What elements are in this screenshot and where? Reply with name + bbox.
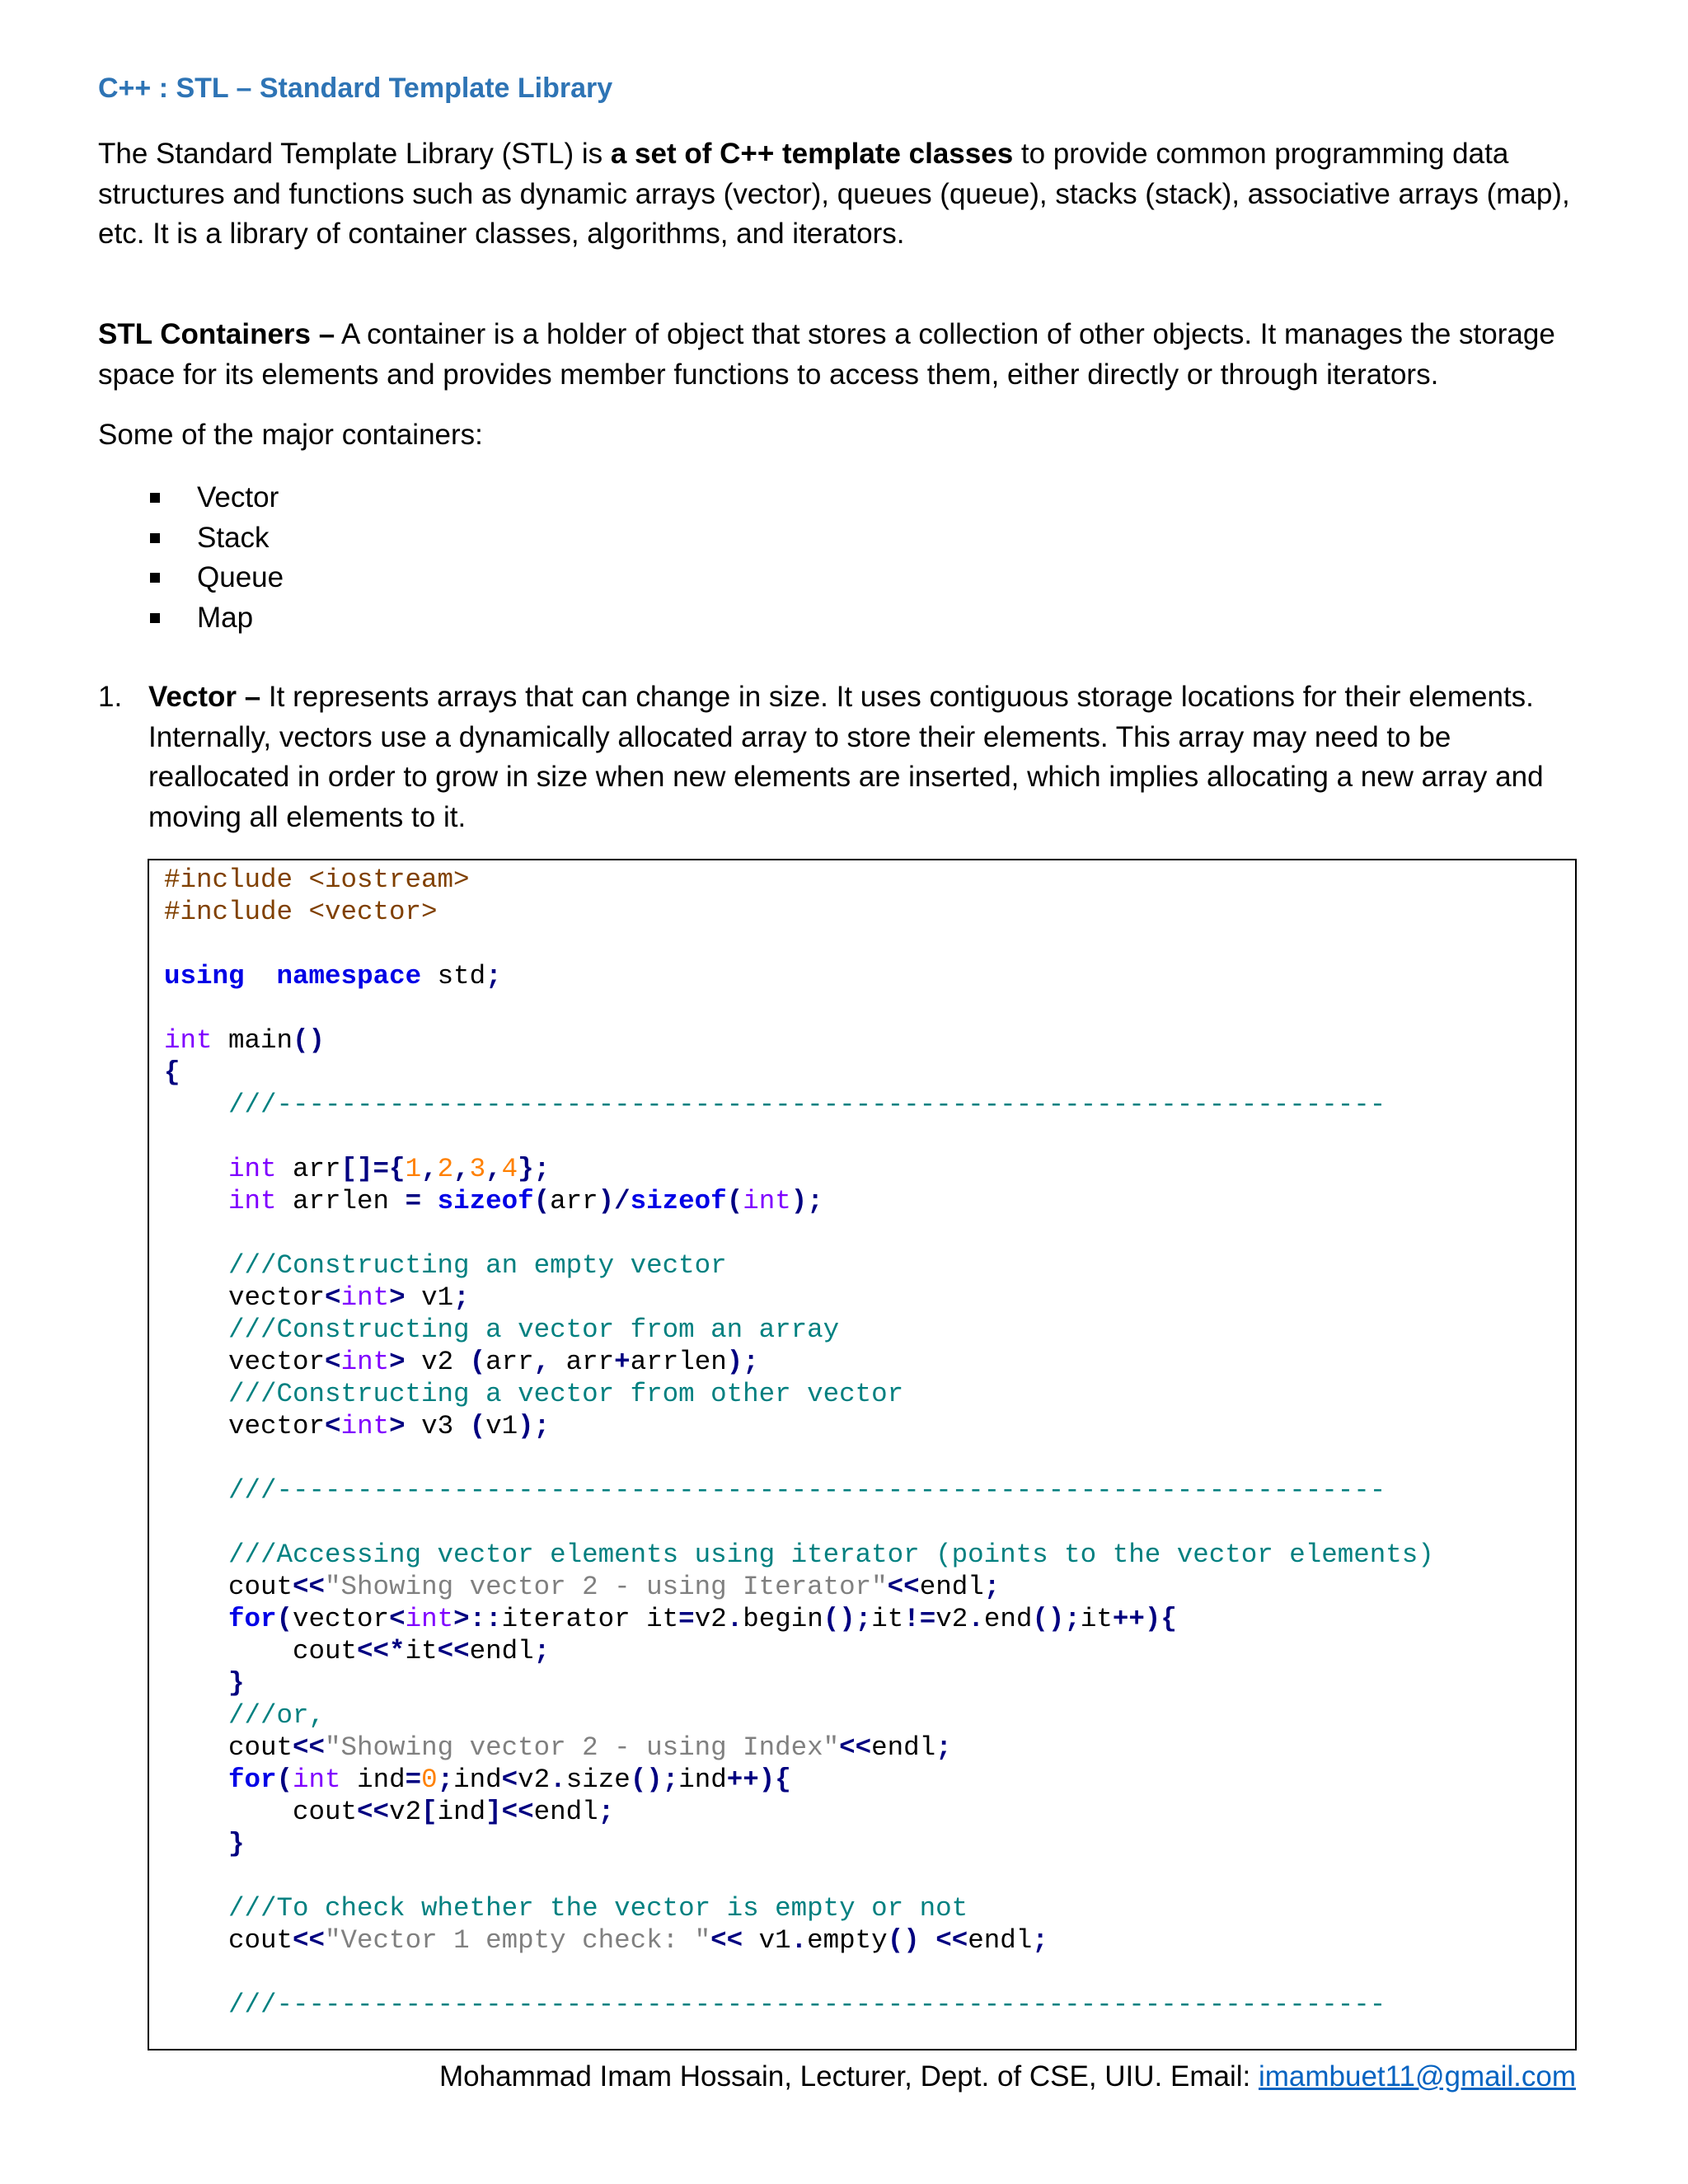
code-token: cout: [164, 1732, 293, 1763]
code-token: (: [469, 1347, 486, 1377]
code-token: <<: [293, 1572, 326, 1602]
code-token: cout: [164, 1636, 358, 1666]
code-line: [164, 1957, 1434, 1989]
code-token: [164, 1379, 228, 1409]
code-line: [164, 928, 1434, 960]
code-line: [164, 1796, 1434, 1828]
code-token: cout: [164, 1572, 293, 1602]
code-token: 2: [437, 1154, 454, 1184]
code-token: =: [405, 1186, 422, 1216]
code-token: [164, 1604, 228, 1634]
code-token: endl: [469, 1636, 534, 1666]
code-token: namespace: [276, 961, 422, 991]
code-token: ///---------------------------------------------------------------------: [228, 1990, 1386, 2020]
code-token: "Vector 1 empty check: ": [325, 1925, 711, 1956]
code-token: }: [228, 1668, 245, 1699]
code-token: ///Accessing vector elements using iterator (points to the vector elements): [228, 1540, 1434, 1570]
code-token: v2: [935, 1604, 968, 1634]
code-token: ind: [678, 1765, 727, 1795]
code-token: 0: [421, 1765, 438, 1795]
code-line: [164, 1571, 1434, 1603]
intro-paragraph: [98, 134, 1582, 255]
code-token: .: [726, 1604, 743, 1634]
code-token: [920, 1925, 936, 1956]
footer-author: Mohammad Imam Hossain, Lecturer, Dept. of CSE, UIU. Email:: [439, 2060, 1259, 2093]
vector-label: Vector –: [148, 681, 261, 713]
code-line: [164, 992, 1434, 1024]
code-token: ///Constructing an empty vector: [228, 1250, 727, 1281]
code-token: v2: [518, 1765, 551, 1795]
code-token: endl: [533, 1797, 598, 1827]
code-token: end: [983, 1604, 1033, 1634]
code-line: [164, 1121, 1434, 1153]
code-token: [164, 1765, 228, 1795]
code-token: >: [389, 1347, 406, 1377]
code-line: [164, 896, 1434, 928]
code-token: .: [550, 1765, 566, 1795]
code-token: ;: [533, 1636, 551, 1666]
code-token: cout: [164, 1925, 293, 1956]
code-token: (): [887, 1925, 920, 1956]
code-token: vector: [164, 1282, 326, 1313]
code-token: >: [389, 1282, 406, 1313]
code-token: );: [518, 1411, 551, 1441]
code-token: );: [790, 1186, 823, 1216]
code-token: ,: [421, 1154, 438, 1184]
code-line: [164, 1442, 1434, 1474]
code-token: endl: [871, 1732, 936, 1763]
code-token: ();: [630, 1765, 679, 1795]
code-line: [164, 1217, 1434, 1249]
code-token: [164, 1315, 228, 1345]
code-token: [164, 1475, 228, 1506]
code-token: sizeof: [630, 1186, 727, 1216]
code-line: [164, 1282, 1434, 1314]
footer: [439, 2060, 1576, 2093]
code-token: <<: [293, 1732, 326, 1763]
code-token: int: [405, 1604, 454, 1634]
code-token: "Showing vector 2 - using Index": [325, 1732, 840, 1763]
code-token: arr: [276, 1154, 341, 1184]
code-token: ;: [437, 1765, 454, 1795]
code-token: <<: [887, 1572, 920, 1602]
code-token: ;: [983, 1572, 1001, 1602]
code-token: ind: [340, 1765, 406, 1795]
code-token: (: [533, 1186, 551, 1216]
code-token: int: [340, 1282, 390, 1313]
code-token: ]<<: [485, 1797, 534, 1827]
code-line: [164, 1089, 1434, 1121]
code-token: >: [389, 1411, 406, 1441]
code-token: main: [212, 1025, 293, 1056]
code-token: for: [228, 1604, 277, 1634]
code-line: [164, 1764, 1434, 1796]
code-token: };: [518, 1154, 551, 1184]
code-token: ++){: [1112, 1604, 1177, 1634]
code-token: vector: [164, 1347, 326, 1377]
code-token: arr: [550, 1186, 598, 1216]
code-token: arrlen: [630, 1347, 727, 1377]
code-line: [164, 1185, 1434, 1217]
code-token: endl: [919, 1572, 984, 1602]
code-line: [164, 1989, 1434, 2021]
code-token: #include <iostream>: [164, 865, 470, 895]
code-line: [164, 1860, 1434, 1892]
code-token: ///---------------------------------------------------------------------: [228, 1475, 1386, 1506]
code-token: int: [228, 1186, 277, 1216]
code-line: [164, 1635, 1434, 1667]
code-token: arr: [550, 1347, 615, 1377]
code-token: [245, 961, 277, 991]
code-token: )/: [598, 1186, 631, 1216]
code-token: using: [164, 961, 245, 991]
intro-text-after: to provide common programming data structures and functions such as dynamic arrays (vector), queues (queue), stacks (stack), associative arrays (map), etc. It is a library of container classes, algorithms, and iterators.: [98, 138, 1570, 250]
code-token: [164, 1154, 228, 1184]
code-token: []={: [340, 1154, 406, 1184]
code-token: it: [1080, 1604, 1113, 1634]
code-token: ind: [453, 1765, 502, 1795]
code-token: 3: [469, 1154, 486, 1184]
square-bullet-icon: [150, 533, 160, 543]
code-token: ;: [935, 1732, 952, 1763]
code-line: [164, 1667, 1434, 1699]
code-token: it: [871, 1604, 904, 1634]
code-listing: [164, 864, 1434, 2021]
code-token: ;: [1032, 1925, 1048, 1956]
square-bullet-icon: [150, 613, 160, 623]
code-token: empty: [807, 1925, 888, 1956]
code-token: vector: [293, 1604, 390, 1634]
code-token: v2: [694, 1604, 727, 1634]
code-token: ;: [485, 961, 502, 991]
code-token: [164, 1250, 228, 1281]
code-line: [164, 1153, 1434, 1185]
code-token: [164, 1990, 228, 2020]
code-token: <<: [357, 1797, 390, 1827]
square-bullet-icon: [150, 573, 160, 583]
intro-text-before: The Standard Template Library (STL) is: [98, 138, 611, 170]
code-token: [164, 1829, 228, 1859]
code-token: ind: [437, 1797, 486, 1827]
code-line: [164, 1539, 1434, 1571]
code-line: [164, 864, 1434, 896]
code-token: }: [228, 1829, 245, 1859]
code-token: );: [726, 1347, 759, 1377]
major-containers-intro: Some of the major containers:: [98, 419, 483, 451]
code-block: [148, 859, 1577, 2050]
code-token: <<: [437, 1636, 470, 1666]
code-token: int: [340, 1347, 390, 1377]
code-token: <: [501, 1765, 518, 1795]
code-token: iterator it: [501, 1604, 679, 1634]
list-item-label: Vector: [197, 481, 279, 513]
code-token: =: [405, 1765, 422, 1795]
code-token: int: [293, 1765, 341, 1795]
code-token: .: [790, 1925, 808, 1956]
code-token: [164, 1668, 228, 1699]
code-token: (: [276, 1765, 293, 1795]
code-token: !=: [903, 1604, 936, 1634]
code-line: [164, 1249, 1434, 1282]
code-token: <<: [710, 1925, 743, 1956]
code-token: ();: [823, 1604, 872, 1634]
code-line: [164, 1378, 1434, 1410]
code-token: ();: [1032, 1604, 1081, 1634]
code-token: (: [276, 1604, 293, 1634]
code-line: [164, 1828, 1434, 1860]
code-token: [: [421, 1797, 438, 1827]
code-token: v2: [405, 1347, 470, 1377]
code-token: ///To check whether the vector is empty or not: [228, 1893, 968, 1924]
code-token: v1: [485, 1411, 518, 1441]
code-token: arr: [485, 1347, 534, 1377]
code-token: vector: [164, 1411, 326, 1441]
code-token: <: [325, 1282, 341, 1313]
code-token: arrlen: [276, 1186, 406, 1216]
containers-paragraph: [98, 315, 1582, 395]
code-token: [164, 1090, 228, 1120]
code-token: +: [614, 1347, 631, 1377]
code-token: v2: [389, 1797, 422, 1827]
code-token: <: [325, 1411, 341, 1441]
code-token: "Showing vector 2 - using Iterator": [325, 1572, 888, 1602]
intro-text-bold: a set of C++ template classes: [610, 138, 1014, 170]
code-line: [164, 1732, 1434, 1764]
code-token: begin: [743, 1604, 823, 1634]
page-title: C++ : STL – Standard Template Library: [98, 73, 613, 104]
vector-description: [148, 677, 1582, 837]
code-token: (): [293, 1025, 326, 1056]
code-token: ///Constructing a vector from other vector: [228, 1379, 904, 1409]
code-line: [164, 1314, 1434, 1346]
code-token: sizeof: [421, 1186, 534, 1216]
code-token: for: [228, 1765, 277, 1795]
code-token: ,: [453, 1154, 470, 1184]
code-token: std: [421, 961, 486, 991]
square-bullet-icon: [150, 493, 160, 503]
code-token: ;: [598, 1797, 615, 1827]
code-token: ///or,: [228, 1700, 326, 1731]
code-token: [164, 1540, 228, 1570]
code-line: [164, 1699, 1434, 1732]
list-item-label: Map: [197, 601, 254, 634]
code-token: =: [678, 1604, 695, 1634]
code-token: >::: [453, 1604, 502, 1634]
code-line: [164, 1603, 1434, 1635]
code-line: [164, 1507, 1434, 1539]
code-line: [164, 960, 1434, 992]
code-line: [164, 1892, 1434, 1924]
list-item-label: Stack: [197, 521, 270, 554]
code-token: size: [565, 1765, 631, 1795]
code-token: (: [469, 1411, 486, 1441]
code-token: (: [726, 1186, 743, 1216]
code-token: <<: [839, 1732, 872, 1763]
code-token: v1: [743, 1925, 791, 1956]
code-token: int: [228, 1154, 277, 1184]
code-token: <: [325, 1347, 341, 1377]
code-line: [164, 1057, 1434, 1089]
code-token: ++){: [726, 1765, 791, 1795]
code-line: [164, 1924, 1434, 1957]
code-token: 4: [501, 1154, 518, 1184]
code-token: [164, 1700, 228, 1731]
containers-text: A container is a holder of object that stores a collection of other objects. It manages the storage space for its elements and provides member functions to access them, either directly or through iterators.: [98, 318, 1555, 391]
code-token: ///---------------------------------------------------------------------: [228, 1090, 1386, 1120]
code-line: [164, 1474, 1434, 1507]
code-line: [164, 1346, 1434, 1378]
code-token: 1: [405, 1154, 422, 1184]
code-token: int: [743, 1186, 791, 1216]
footer-email-link[interactable]: imambuet11@gmail.com: [1258, 2060, 1576, 2093]
code-token: <<: [935, 1925, 968, 1956]
code-token: ///Constructing a vector from an array: [228, 1315, 840, 1345]
code-token: int: [340, 1411, 390, 1441]
vector-text: It represents arrays that can change in size. It uses contiguous storage locations for their elements. Internally, vectors use a dynamically allocated array to store their elements. This array may need to be reallocated in order to grow in size when new elements are inserted, which implies allocating a new array and moving all elements to it.: [148, 681, 1544, 833]
code-token: ;: [453, 1282, 470, 1313]
code-token: #include <vector>: [164, 897, 438, 927]
code-token: cout: [164, 1797, 358, 1827]
code-token: ,: [533, 1347, 551, 1377]
code-token: {: [164, 1057, 181, 1088]
code-token: <<*: [357, 1636, 406, 1666]
code-token: it: [405, 1636, 438, 1666]
code-token: int: [164, 1025, 213, 1056]
code-token: <<: [293, 1925, 326, 1956]
list-number: 1.: [98, 681, 123, 713]
code-token: v1: [405, 1282, 454, 1313]
containers-label: STL Containers –: [98, 318, 335, 350]
code-line: [164, 1410, 1434, 1442]
code-token: .: [968, 1604, 984, 1634]
code-token: v3: [405, 1411, 470, 1441]
code-token: <: [389, 1604, 406, 1634]
code-token: endl: [968, 1925, 1033, 1956]
code-token: ,: [485, 1154, 502, 1184]
code-token: [164, 1186, 228, 1216]
list-item-label: Queue: [197, 561, 284, 593]
code-line: [164, 1024, 1434, 1057]
code-token: [164, 1893, 228, 1924]
